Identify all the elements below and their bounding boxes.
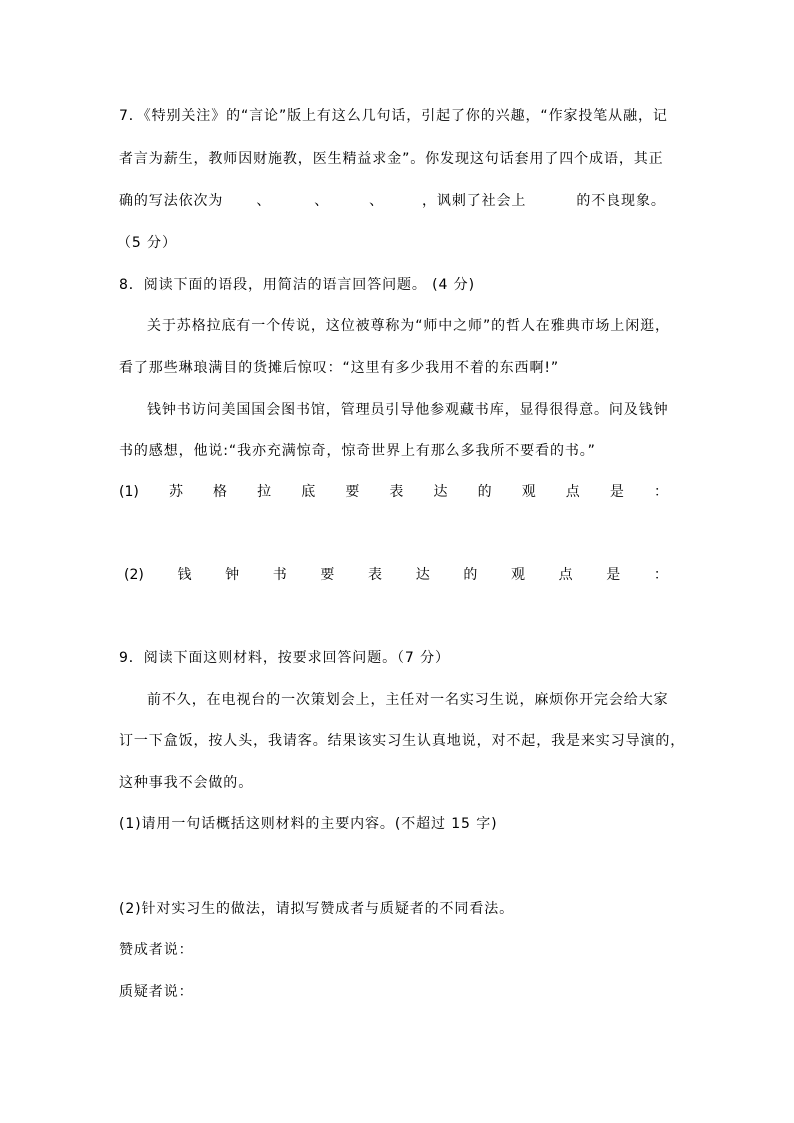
q7-separator-1: 、 [256,193,272,209]
q9-paragraph-line-2: 订一下盒饭，按人头，我请客。结果该实习生认真地说，对不起，我是来实习导演的， [119,733,686,749]
q8-subquestion-1 [119,482,668,502]
q8-sub1-token: 达 [433,484,448,500]
q7-line-3-middle: ，讽刺了社会上 [422,193,527,209]
q7-separator-2: 、 [314,193,330,209]
q7-line-1: 7．《特别关注》的“言论”版上有这么几句话，引起了你的兴趣，“作家投笔从融，记 [119,108,668,124]
q9-title: 9．阅读下面这则材料，按要求回答问题。（7 分） [119,650,450,666]
q9-paragraph-line-1: 前不久，在电视台的一次策划会上，主任对一名实习生说，麻烦你开完会给大家 [147,692,669,708]
q8-sub2-token: 观 [510,567,525,583]
q8-sub1-token: 是 [609,484,624,500]
q7-line-3 [119,191,666,211]
q8-sub2-token: 书 [272,567,287,583]
q7-line-2: 者言为薪生，教师因财施教，医生精益求金”。你发现这句话套用了四个成语，其正 [119,151,664,167]
q8-sub1-token: 表 [389,484,404,500]
q7-line-3-suffix: 的不良现象。 [576,193,666,209]
q8-sub2-token: ： [653,567,668,583]
q8-sub1-token: 底 [301,484,316,500]
q9-questioner-label: 质疑者说： [119,984,194,1000]
q8-sub1-token: 要 [345,484,360,500]
q8-sub2-token: 的 [463,567,478,583]
q8-sub1-token: (1) [119,484,139,500]
q8-paragraph-1-line-2: 看了那些琳琅满目的货摊后惊叹：“这里有多少我用不着的东西啊!” [119,360,560,376]
q7-score: （5 分） [117,235,177,251]
q8-sub2-token: 点 [558,567,573,583]
q8-sub2-token: (2) [124,567,144,583]
q8-sub2-token: 钱 [177,567,192,583]
q8-paragraph-1-line-1: 关于苏格拉底有一个传说，这位被尊称为“师中之师”的哲人在雅典市场上闲逛， [147,318,670,334]
q8-sub1-token: 苏 [168,484,183,500]
q9-subquestion-2: (2)针对实习生的做法，请拟写赞成者与质疑者的不同看法。 [119,901,515,917]
q8-paragraph-2-line-1: 钱钟书访问美国国会图书馆，管理员引导他参观藏书库，显得很得意。问及钱钟 [147,402,669,418]
q8-sub2-token: 达 [415,567,430,583]
q8-sub1-token: 的 [477,484,492,500]
q9-supporter-label: 赞成者说： [119,942,194,958]
q8-subquestion-2 [124,565,668,585]
q7-line-3-prefix: 确的写法依次为 [119,193,224,209]
q8-title: 8．阅读下面的语段，用简洁的语言回答问题。 (4 分) [119,277,475,293]
q9-subquestion-1: (1)请用一句话概括这则材料的主要内容。(不超过 15 字) [119,816,498,832]
q8-sub1-token: 观 [521,484,536,500]
q8-sub1-token: 点 [565,484,580,500]
q8-sub2-token: 钟 [225,567,240,583]
q8-sub1-token: 格 [213,484,228,500]
q8-sub2-token: 是 [606,567,621,583]
q8-sub1-token: 拉 [257,484,272,500]
q8-sub1-token: ： [653,484,668,500]
q8-sub2-token: 表 [368,567,383,583]
q9-paragraph-line-3: 这种事我不会做的。 [119,775,254,791]
q8-sub2-token: 要 [320,567,335,583]
q8-paragraph-2-line-2: 书的感想，他说:“我亦充满惊奇，惊奇世界上有那么多我所不要看的书。” [119,443,596,459]
q7-separator-3: 、 [369,193,385,209]
